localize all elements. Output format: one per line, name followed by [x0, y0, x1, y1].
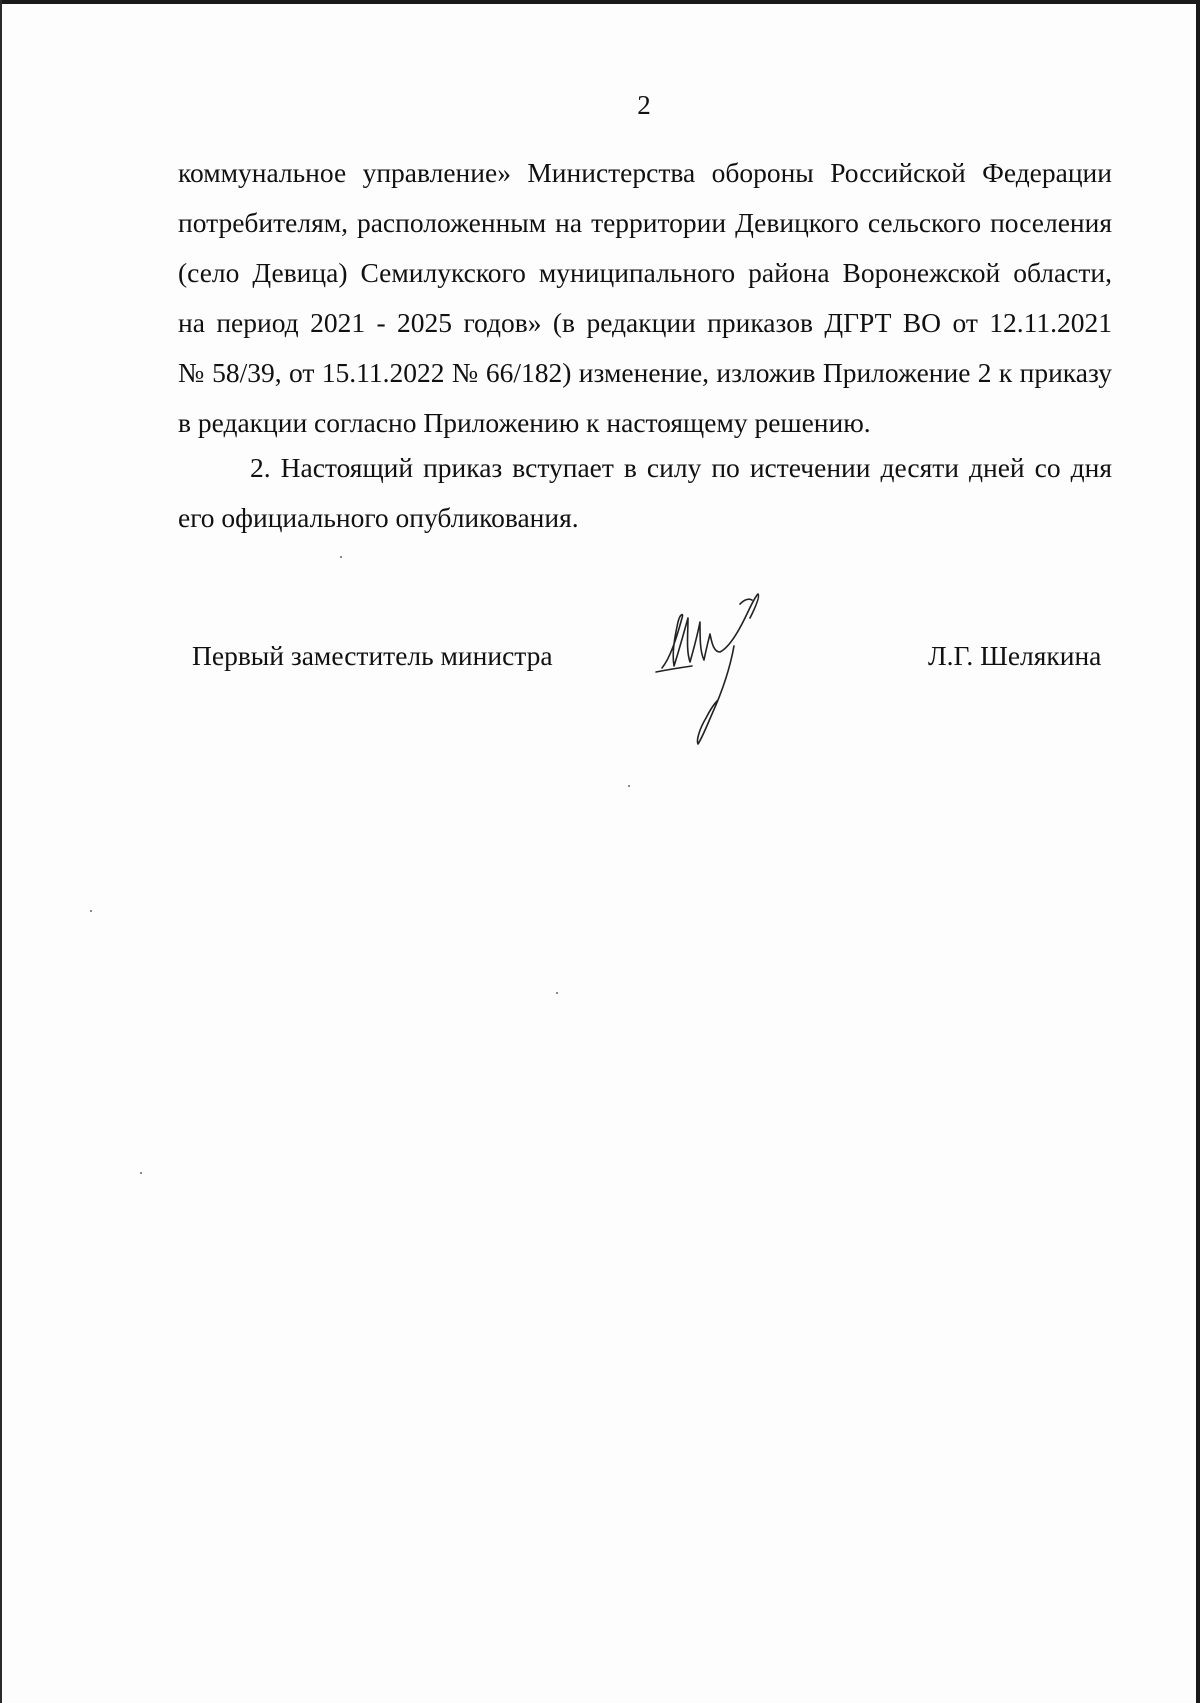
scan-edge-left	[0, 0, 2, 1703]
paragraph-2-line: его официального опубликования.	[178, 502, 579, 533]
page-number: 2	[637, 90, 651, 120]
paragraph-1-line: (село Девица) Семилукского муниципального района Воронежской области,	[178, 257, 1112, 288]
scan-speck	[556, 992, 558, 994]
paragraph-1-line: в редакции согласно Приложению к настоящему решению.	[178, 407, 871, 438]
scan-edge-top	[0, 0, 1200, 4]
paragraph-1	[178, 148, 1112, 448]
paragraph-1-line: № 58/39, от 15.11.2022 № 66/182) изменение, изложив Приложение 2 к приказу	[178, 357, 1112, 388]
scan-speck	[140, 1172, 142, 1174]
paragraph-2-line: 2. Настоящий приказ вступает в силу по истечении десяти дней со дня	[250, 452, 1112, 483]
signer-title: Первый заместитель министра	[192, 640, 553, 671]
paragraph-2	[178, 443, 1112, 543]
scan-speck	[340, 556, 342, 558]
paragraph-1-line: на период 2021 - 2025 годов» (в редакции приказов ДГРТ ВО от 12.11.2021	[178, 307, 1112, 338]
paragraph-1-line: потребителям, расположенным на территории Девицкого сельского поселения	[178, 207, 1112, 238]
scan-edge-right	[1196, 0, 1200, 1703]
scan-speck	[628, 785, 630, 787]
signer-name: Л.Г. Шелякина	[928, 640, 1102, 671]
paragraph-1-line: коммунальное управление» Министерства обороны Российской Федерации	[178, 157, 1112, 188]
handwritten-signature	[648, 588, 788, 758]
scan-speck	[90, 910, 92, 912]
